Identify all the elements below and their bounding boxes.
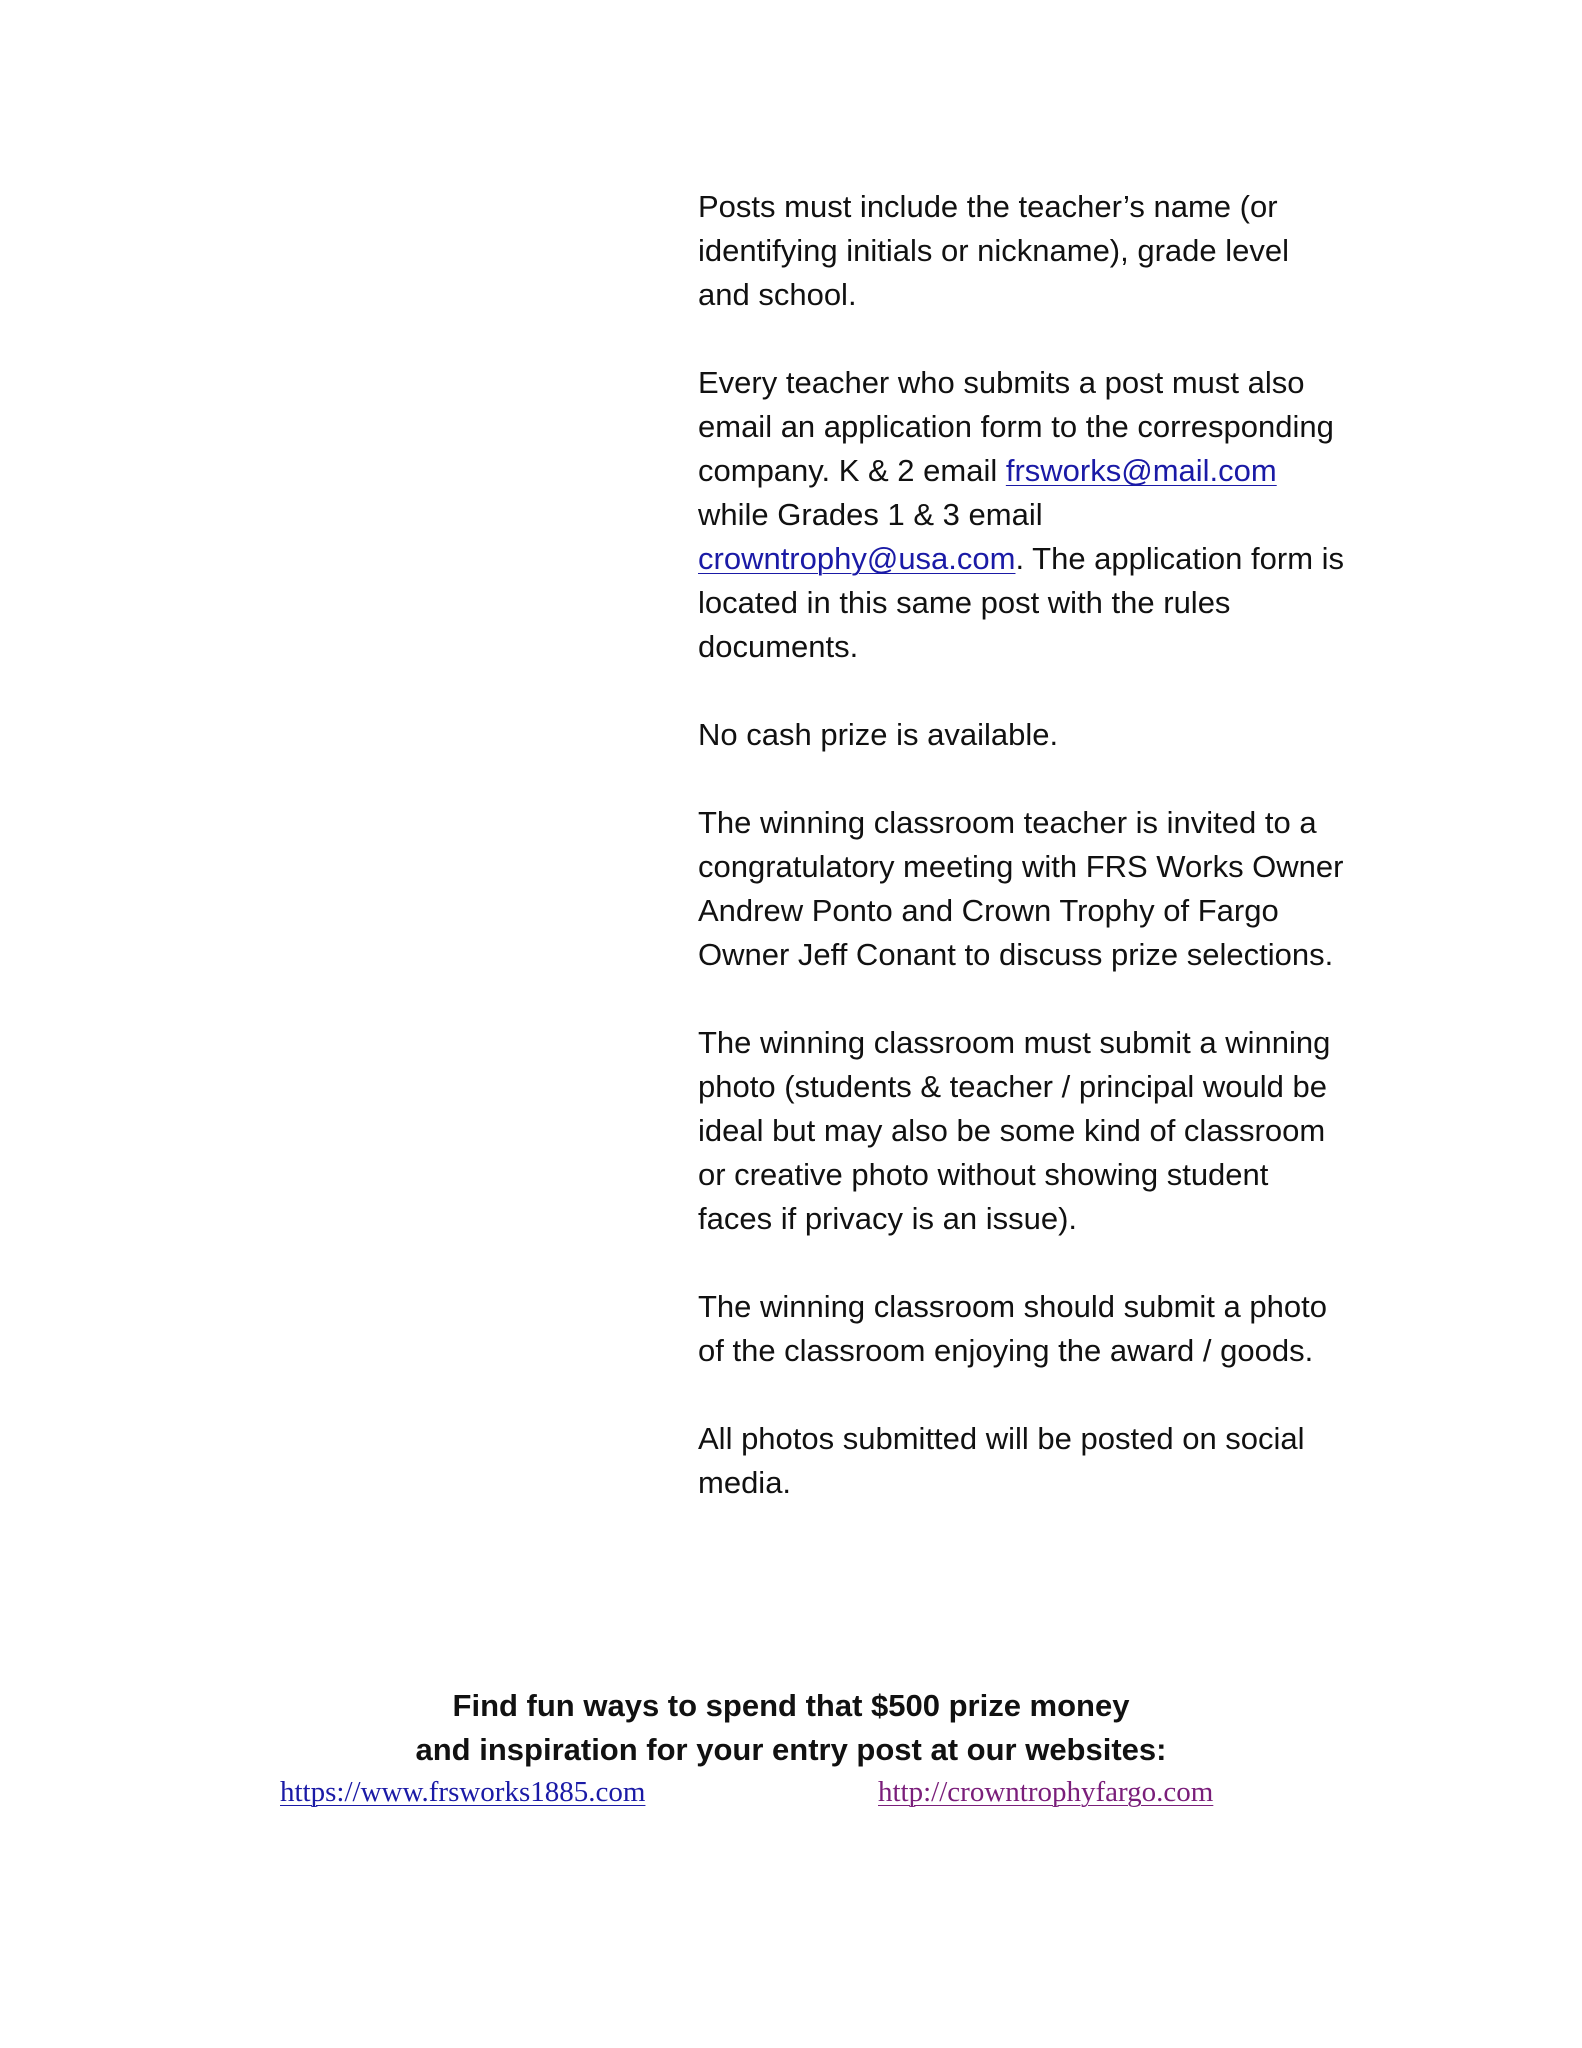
rule-winning-photo-text: The winning classroom must submit a winning photo (students & teacher / principal would be ideal but may also be some kind of classroom or creative photo without showing student faces if privacy is an issue).: [698, 1025, 1331, 1236]
rule-winning-photo: [698, 1021, 1348, 1241]
rule-social-media: [698, 1417, 1348, 1505]
frsworks-website-link[interactable]: https://www.frsworks1885.com: [280, 1776, 646, 1808]
rule-teacher-identification: [698, 185, 1348, 317]
rule-award-photo-text: The winning classroom should submit a photo of the classroom enjoying the award / goods.: [698, 1289, 1327, 1368]
rule-application-form-intro: Every teacher who submits a post must also email an application form to the corresponding company. K & 2 email: [698, 365, 1334, 488]
rule-application-form-outro: . The application form is located in this same post with the rules documents.: [698, 541, 1345, 664]
rule-application-form-middle: while Grades 1 & 3 email: [698, 497, 1043, 532]
frs-website-wrapper: [280, 1772, 645, 1812]
rule-no-cash-prize: [698, 713, 1348, 757]
rule-application-form: [698, 361, 1348, 669]
promo-heading: [0, 1684, 1582, 1772]
rule-no-cash-prize-text: No cash prize is available.: [698, 717, 1059, 752]
frsworks-email-link[interactable]: frsworks@mail.com: [1005, 453, 1277, 488]
rule-award-photo: [698, 1285, 1348, 1373]
promo-line-1: Find fun ways to spend that $500 prize money: [452, 1688, 1130, 1723]
rule-teacher-identification-text: Posts must include the teacher’s name (or identifying initials or nickname), grade level and school.: [698, 189, 1290, 312]
rules-column: [698, 185, 1348, 1505]
rule-congratulatory-meeting-text: The winning classroom teacher is invited to a congratulatory meeting with FRS Works Owner Andrew Ponto and Crown Trophy of Fargo Owner Jeff Conant to discuss prize selections.: [698, 805, 1344, 972]
crowntrophy-website-link[interactable]: http://crowntrophyfargo.com: [878, 1776, 1214, 1808]
rule-congratulatory-meeting: [698, 801, 1348, 977]
crown-website-wrapper: [878, 1772, 1213, 1812]
rule-social-media-text: All photos submitted will be posted on social media.: [698, 1421, 1305, 1500]
promo-line-2: and inspiration for your entry post at our websites:: [415, 1732, 1167, 1767]
crowntrophy-email-link[interactable]: crowntrophy@usa.com: [698, 541, 1016, 576]
